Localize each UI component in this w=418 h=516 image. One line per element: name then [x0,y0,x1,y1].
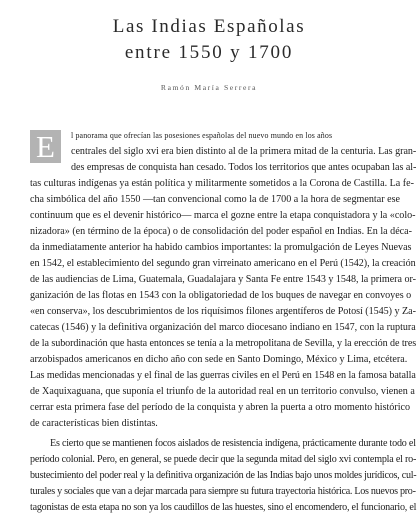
chapter-title-line-2: entre 1550 y 1700 [124,42,294,63]
drop-cap: E [30,130,61,163]
text-line: da inmediatamente anterior ha habido cambios importantes: la promulgación de Leyes Nuevas [30,242,412,253]
text-line: bustecimiento del poder real y la definitiva organización de las Indias bajo unos moldes jurídicos, cul- [30,470,417,481]
author-name: Ramón María Serrera [160,83,258,92]
text-line: tas culturas indígenas ya están política y militarmente sometidos a la Corona de Castilla. La fe- [30,178,415,189]
text-line: de características bien distintas. [30,418,158,429]
text-line: en 1542, el establecimiento del segundo gran virreinato americano en el Perú (1542), la creación [30,258,416,269]
chapter-title-line-1: Las Indias Españolas [112,16,306,37]
text-line: de las audiencias de Lima, Guatemala, Guadalajara y Santa Fe entre 1543 y 1548, la primera or- [30,274,416,285]
text-line: nizadora» (en término de la época) o de consolidación del poder español en Indias. En la déca- [30,226,413,237]
text-line: Las medidas mencionadas y el final de las guerras civiles en el Perú en 1548 en la famosa batalla [30,370,416,381]
text-line: turales y sociales que van a dejar marcada para siempre su futura trayectoria histórica. Los nuevos pro- [30,486,416,497]
text-line: de Xaquixaguana, que suponía el triunfo de la autoridad real en un territorio convulso, vienen a [30,386,415,397]
text-line: arzobispados americanos en dicho año con sede en Santo Domingo, México y Lima, etcétera. [30,354,408,365]
text-line: «en conserva», los descubrimientos de los riquísimos filones argentíferos de Potosí (1545) y Za- [30,306,416,317]
text-line: des empresas de conquista han cesado. Todos los territorios que antes ocupaban las al- [71,162,417,173]
text-line: l panorama que ofrecían las posesiones españolas del nuevo mundo en los años [71,131,333,140]
text-line: continuum que es el devenir histórico— marca el gozne entre la etapa conquistadora y la «colo- [30,210,416,221]
text-line: cerrar esta primera fase del período de la conquista y abren la puerta a otro momento histórico [30,402,411,413]
text-line: catecas (1546) y la definitiva organización del marco diocesano indiano en 1547, con la ruptura [30,322,416,333]
text-line: de la subordinación que hasta entonces se tenía a la metropolitana de Sevilla, y la erección de tres [30,338,417,349]
text-line: período colonial. Pero, en general, se puede decir que la segunda mitad del siglo xvi contempla el ro- [30,454,417,465]
text-line: centrales del siglo xvi era bien distinto al de la primera mitad de la centuria. Las gran- [71,146,417,157]
text-line: ganización de las flotas en 1543 con la obligatoriedad de los buques de navegar en convoyes o [30,290,412,301]
text-line: cha simbólica del año 1550 —tan convencional como la de 1700 a la hora de segmentar ese [30,194,400,205]
text-line: Es cierto que se mantienen focos aislados de resistencia indígena, prácticamente durante todo el [50,438,416,449]
text-line: tagonistas de esta etapa no son ya los caudillos de las huestes, sino el encomendero, el funcionario, el [30,502,417,513]
